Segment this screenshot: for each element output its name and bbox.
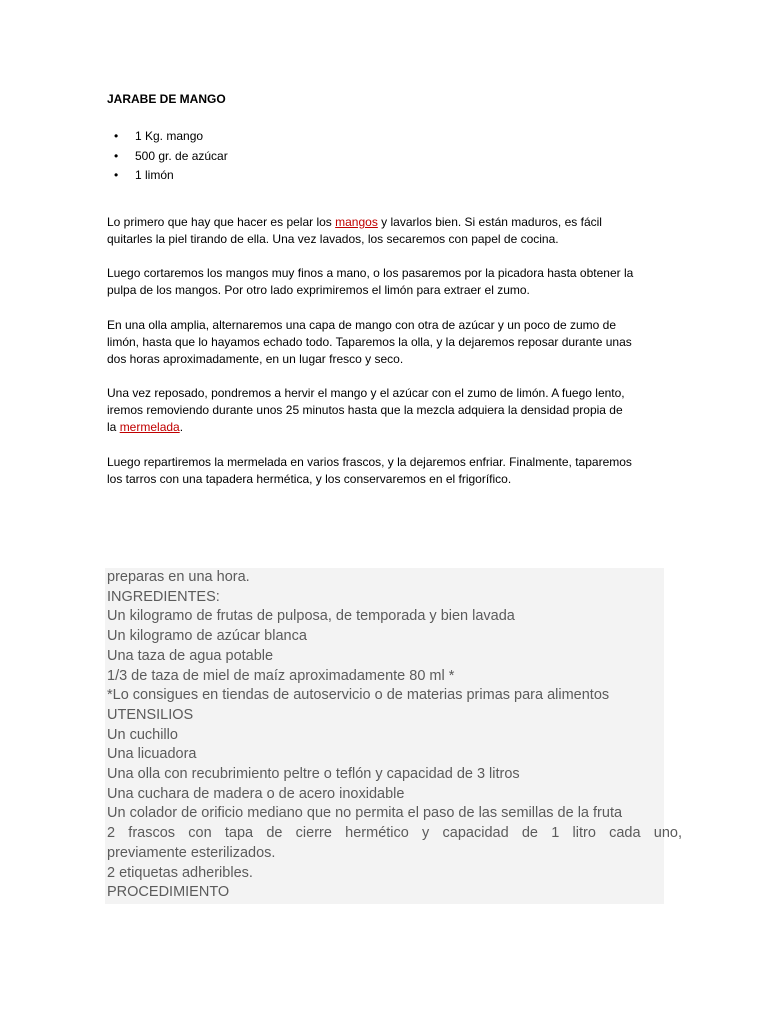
text-span: Lo primero que hay que hacer es pelar los — [107, 215, 336, 229]
mangos-link[interactable]: mangos — [335, 215, 378, 229]
excerpt-line: previamente esterilizados. — [107, 844, 276, 861]
list-item — [107, 127, 228, 147]
bullet-icon: • — [114, 129, 119, 143]
excerpt-line: Una licuadora — [107, 746, 197, 763]
excerpt-line: Un colador de orificio mediano que no permita el paso de las semillas de la fruta — [107, 805, 623, 822]
excerpt-line: preparas en una hora. — [107, 569, 250, 585]
excerpt-line: *Lo consigues en tiendas de autoservicio o de materias primas para alimentos — [107, 687, 610, 704]
excerpt-heading-procedimiento: PROCEDIMIENTO — [107, 884, 230, 901]
excerpt-line: 2 frascos con tapa de cierre hermético y capacidad de 1 litro cada uno, — [107, 825, 682, 842]
ingredient-list — [107, 127, 228, 186]
excerpt-text-block — [107, 568, 682, 903]
paragraph — [107, 265, 667, 299]
bullet-icon: • — [114, 168, 119, 182]
excerpt-line: Una cuchara de madera o de acero inoxidable — [107, 785, 405, 802]
text-span: . — [179, 420, 184, 434]
text-line: quitarles la piel tirando de ella. Una vez lavados, los secaremos con papel de cocina. — [107, 232, 559, 246]
excerpt-line: 2 etiquetas adheribles. — [107, 864, 253, 881]
ingredient-text: 500 gr. de azúcar — [135, 148, 228, 163]
ingredient-text: 1 limón — [135, 168, 174, 182]
text-line: iremos removiendo durante unos 25 minutos hasta que la mezcla adquiera la densidad propia de — [107, 403, 623, 417]
list-item — [107, 166, 228, 186]
text-line: En una olla amplia, alternaremos una capa de mango con otra de azúcar y un poco de zumo de — [107, 318, 616, 332]
text-span: y lavarlos bien. Si están maduros, es fácil — [377, 215, 602, 229]
text-line — [107, 419, 667, 436]
text-line: limón, hasta que lo hayamos echado todo. Taparemos la olla, y la dejaremos reposar durante unas — [107, 335, 632, 349]
text-line: pulpa de los mangos. Por otro lado exprimiremos el limón para extraer el zumo. — [107, 283, 530, 297]
excerpt-line: Un kilogramo de frutas de pulposa, de temporada y bien lavada — [107, 608, 515, 625]
text-line: Una vez reposado, pondremos a hervir el mango y el azúcar con el zumo de limón. A fuego lento, — [107, 386, 625, 400]
excerpt-line: Una taza de agua potable — [107, 647, 274, 664]
excerpt-heading-utensilios: UTENSILIOS — [107, 706, 194, 723]
recipe-title: JARABE DE MANGO — [107, 92, 226, 106]
text-span: la — [107, 420, 120, 434]
excerpt-line: Un cuchillo — [107, 726, 178, 743]
paragraph — [107, 317, 667, 368]
excerpt-heading-ingredientes: INGREDIENTES: — [107, 588, 220, 605]
paragraph — [107, 454, 667, 488]
paragraph — [107, 214, 667, 248]
list-item — [107, 147, 228, 167]
text-line — [107, 214, 667, 231]
excerpt-line: 1/3 de taza de miel de maíz aproximadamente 80 ml * — [107, 667, 455, 684]
mermelada-link[interactable]: mermelada — [119, 420, 180, 434]
paragraph — [107, 385, 667, 436]
bullet-icon: • — [114, 148, 119, 163]
excerpt-line: Una olla con recubrimiento peltre o teflón y capacidad de 3 litros — [107, 766, 520, 783]
text-line: Luego cortaremos los mangos muy finos a mano, o los pasaremos por la picadora hasta obtener la — [107, 266, 634, 280]
ingredient-text: 1 Kg. mango — [135, 129, 204, 143]
excerpt-line: Un kilogramo de azúcar blanca — [107, 628, 307, 645]
text-line: dos horas aproximadamente, en un lugar fresco y seco. — [107, 352, 404, 366]
text-line: los tarros con una tapadera hermética, y los conservaremos en el frigorífico. — [107, 472, 512, 486]
text-line: Luego repartiremos la mermelada en varios frascos, y la dejaremos enfriar. Finalmente, taparemos — [107, 455, 632, 469]
